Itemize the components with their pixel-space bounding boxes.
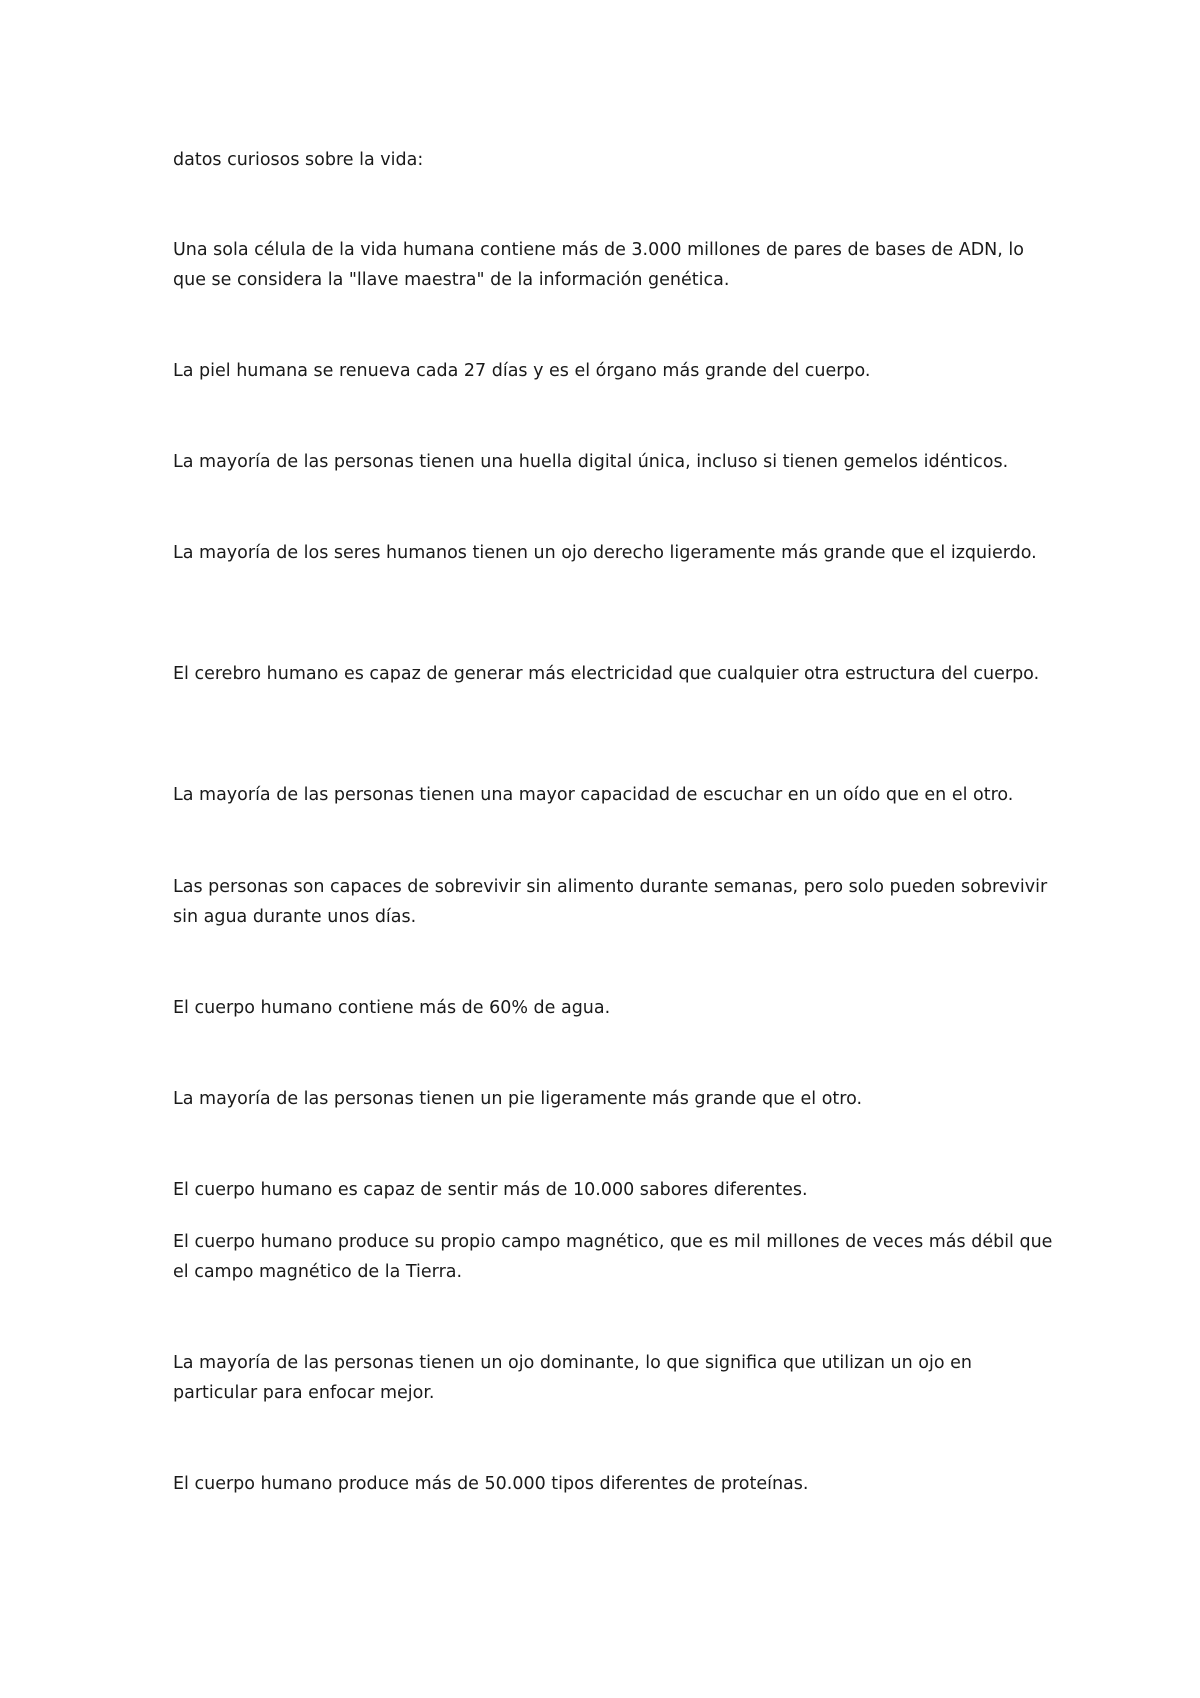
paragraph-proteinas: El cuerpo humano produce más de 50.000 tipos diferentes de proteínas. (173, 1474, 809, 1494)
paragraph-cerebro: El cerebro humano es capaz de generar más electricidad que cualquier otra estructura del cuerpo. (173, 664, 1040, 684)
paragraph-adn: Una sola célula de la vida humana contiene más de 3.000 millones de pares de bases de ADN, lo que se considera la "llave maestra" de la información genética. (173, 240, 1024, 290)
paragraph-agua-porcentaje: El cuerpo humano contiene más de 60% de agua. (173, 998, 611, 1018)
paragraph-huella: La mayoría de las personas tienen una huella digital única, incluso si tienen gemelos idénticos. (173, 452, 1009, 472)
paragraph-agua-alimento: Las personas son capaces de sobrevivir sin alimento durante semanas, pero solo pueden sobrevivir sin agua durante unos días. (173, 877, 1048, 927)
paragraph-piel: La piel humana se renueva cada 27 días y es el órgano más grande del cuerpo. (173, 361, 871, 381)
document-heading: datos curiosos sobre la vida: (173, 150, 424, 170)
paragraph-pie: La mayoría de las personas tienen un pie ligeramente más grande que el otro. (173, 1089, 863, 1109)
paragraph-ojo-derecho: La mayoría de los seres humanos tienen un ojo derecho ligeramente más grande que el izquierdo. (173, 543, 1037, 563)
paragraph-ojo-dominante: La mayoría de las personas tienen un ojo dominante, lo que significa que utilizan un ojo en particular para enfocar mejor. (173, 1353, 972, 1403)
paragraph-campo-magnetico: El cuerpo humano produce su propio campo magnético, que es mil millones de veces más débil que el campo magnético de la Tierra. (173, 1232, 1053, 1282)
paragraph-sabores: El cuerpo humano es capaz de sentir más de 10.000 sabores diferentes. (173, 1180, 808, 1200)
paragraph-oido: La mayoría de las personas tienen una mayor capacidad de escuchar en un oído que en el otro. (173, 785, 1014, 805)
